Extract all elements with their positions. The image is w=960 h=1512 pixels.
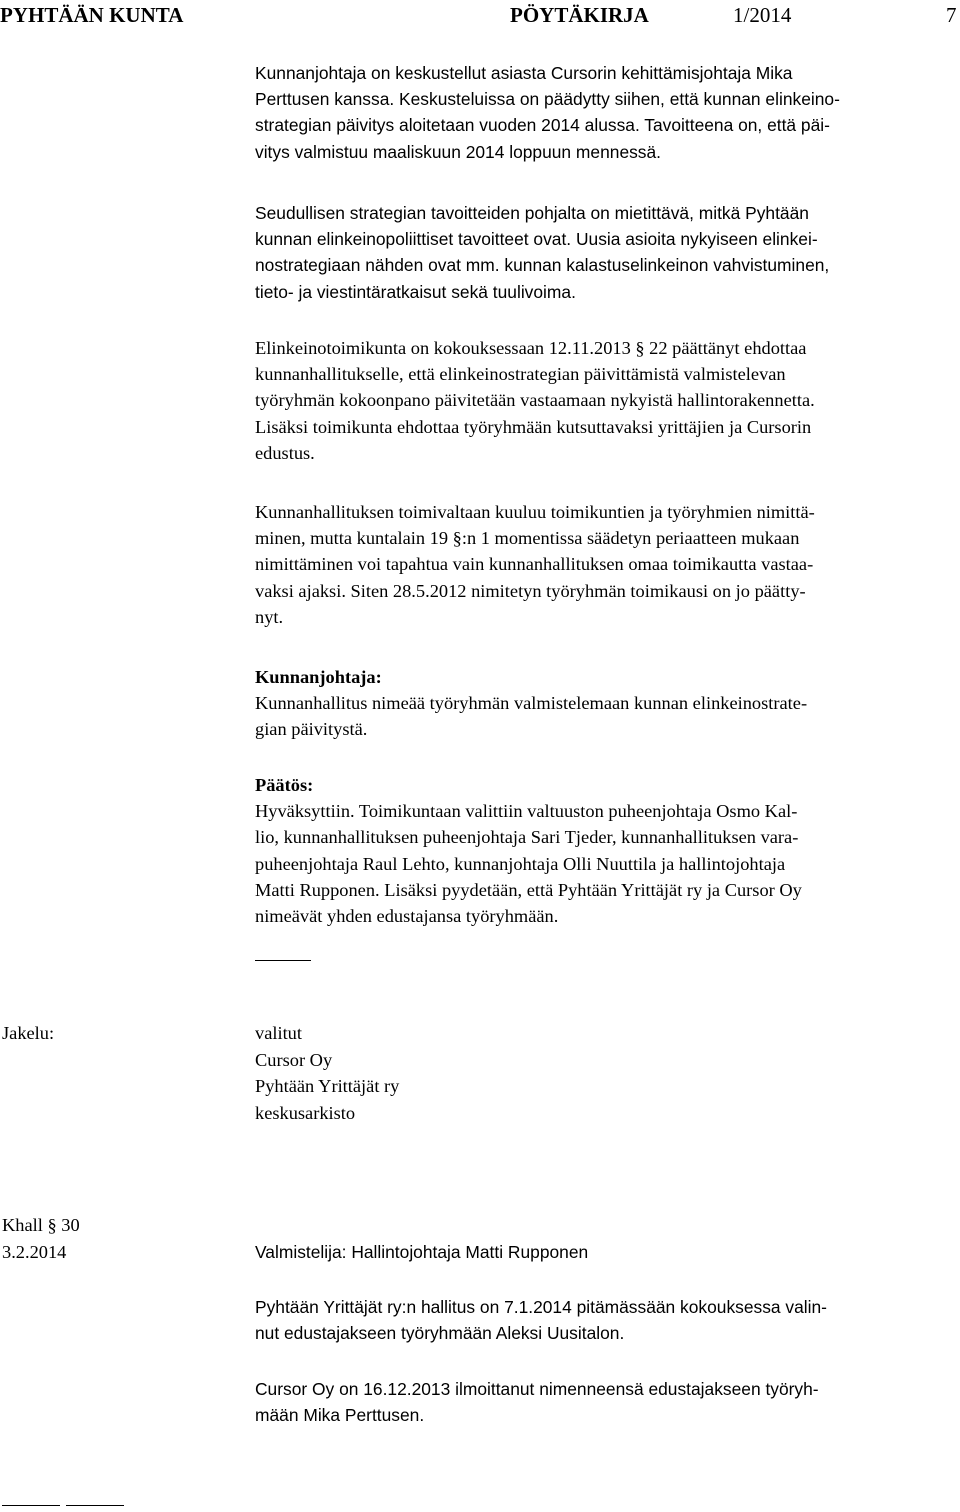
distribution-label: Jakelu: — [2, 1023, 55, 1043]
text-line: Kunnanhallitus nimeää työryhmän valmistelemaan kunnan elinkeinostrate- — [255, 693, 808, 714]
text-line: Perttusen kanssa. Keskusteluissa on päädytty siihen, että kunnan elinkeino- — [255, 89, 840, 110]
distribution-list — [255, 1020, 399, 1126]
decision-section — [255, 772, 955, 929]
text-line: kunnanhallitukselle, että elinkeinostrategian päivittämistä valmistelevan — [255, 364, 786, 385]
item-code: Khall § 30 — [2, 1215, 80, 1235]
text-line: strategian päivitys aloitetaan vuoden 2014 alussa. Tavoitteena on, että päi- — [255, 115, 830, 136]
distribution-item: keskusarkisto — [255, 1102, 356, 1123]
text-line: Elinkeinotoimikunta on kokouksessaan 12.11.2013 § 22 päättänyt ehdottaa — [255, 338, 807, 358]
proposal-label: Kunnanjohtaja: — [255, 667, 382, 687]
text-line: Seudullisen strategian tavoitteiden pohjalta on mietittävä, mitkä Pyhtään — [255, 203, 809, 223]
intro-paragraph-1 — [255, 60, 955, 165]
item-date: 3.2.2014 — [2, 1242, 67, 1262]
organization-name: PYHTÄÄN KUNTA — [0, 3, 184, 27]
text-line: nut edustajakseen työryhmään Aleksi Uusitalon. — [255, 1323, 625, 1344]
text-line: puheenjohtaja Raul Lehto, kunnanjohtaja Olli Nuuttila ja hallintojohtaja — [255, 853, 786, 874]
distribution-item: valitut — [255, 1023, 302, 1043]
text-line: mään Mika Perttusen. — [255, 1405, 425, 1426]
signature-line — [66, 1505, 124, 1506]
text-line: Pyhtään Yrittäjät ry:n hallitus on 7.1.2014 pitämässään kokouksessa valin- — [255, 1297, 827, 1317]
text-line: Hyväksyttiin. Toimikuntaan valittiin valtuuston puheenjohtaja Osmo Kal- — [255, 801, 798, 822]
text-line: Kunnanhallituksen toimivaltaan kuuluu toimikuntien ja työryhmien nimittä- — [255, 502, 815, 522]
text-line: työryhmän kokoonpano päivitetään vastaamaan nykyistä hallintorakennetta. — [255, 390, 815, 411]
page-number: 7 — [946, 3, 957, 27]
text-line: nimeävät yhden edustajansa työryhmään. — [255, 906, 559, 927]
next-item-paragraph-1 — [255, 1294, 955, 1346]
text-line: Lisäksi toimikunta ehdottaa työryhmään kutsuttavaksi yrittäjien ja Cursorin — [255, 416, 812, 437]
section-divider — [255, 960, 311, 961]
text-line: Kunnanjohtaja on keskustellut asiasta Cursorin kehittämisjohtaja Mika — [255, 63, 793, 83]
proposal-section — [255, 664, 955, 743]
intro-paragraph-2 — [255, 200, 955, 305]
text-line: kunnan elinkeinopoliittiset tavoitteet ovat. Uusia asioita nykyiseen elinkei- — [255, 229, 818, 250]
text-line: minen, mutta kuntalain 19 §:n 1 momentissa säädetyn periaatteen mukaan — [255, 528, 800, 549]
intro-paragraph-4 — [255, 499, 955, 630]
text-line: vaksi ajaksi. Siten 28.5.2012 nimitetyn työryhmän toimikausi on jo päätty- — [255, 580, 806, 601]
text-line: nostrategiaan nähden ovat mm. kunnan kalastuselinkeinon vahvistuminen, — [255, 255, 830, 276]
text-line: edustus. — [255, 442, 315, 463]
text-line: nyt. — [255, 606, 284, 627]
text-line: vitys valmistuu maaliskuun 2014 loppuun mennessä. — [255, 141, 662, 162]
text-line: nimittäminen voi tapahtua vain kunnanhallituksen omaa toimikautta vastaa- — [255, 554, 814, 575]
document-number: 1/2014 — [733, 3, 792, 27]
intro-paragraph-3 — [255, 335, 955, 466]
decision-label: Päätös: — [255, 775, 314, 795]
distribution-item: Pyhtään Yrittäjät ry — [255, 1076, 400, 1096]
item-preparer: Valmistelija: Hallintojohtaja Matti Rupponen — [255, 1242, 589, 1262]
text-line: Matti Rupponen. Lisäksi pyydetään, että Pyhtään Yrittäjät ry ja Cursor Oy — [255, 879, 802, 900]
text-line: Cursor Oy on 16.12.2013 ilmoittanut nimenneensä edustajakseen työryh- — [255, 1379, 819, 1399]
page-header — [0, 0, 960, 32]
signature-line — [2, 1505, 60, 1506]
text-line: lio, kunnanhallituksen puheenjohtaja Sari Tjeder, kunnanhallituksen vara- — [255, 827, 799, 848]
next-item-paragraph-2 — [255, 1376, 955, 1428]
distribution-item: Cursor Oy — [255, 1049, 333, 1070]
text-line: gian päivitystä. — [255, 719, 368, 740]
text-line: tieto- ja viestintäratkaisut sekä tuulivoima. — [255, 281, 576, 302]
document-type: PÖYTÄKIRJA — [510, 3, 649, 27]
